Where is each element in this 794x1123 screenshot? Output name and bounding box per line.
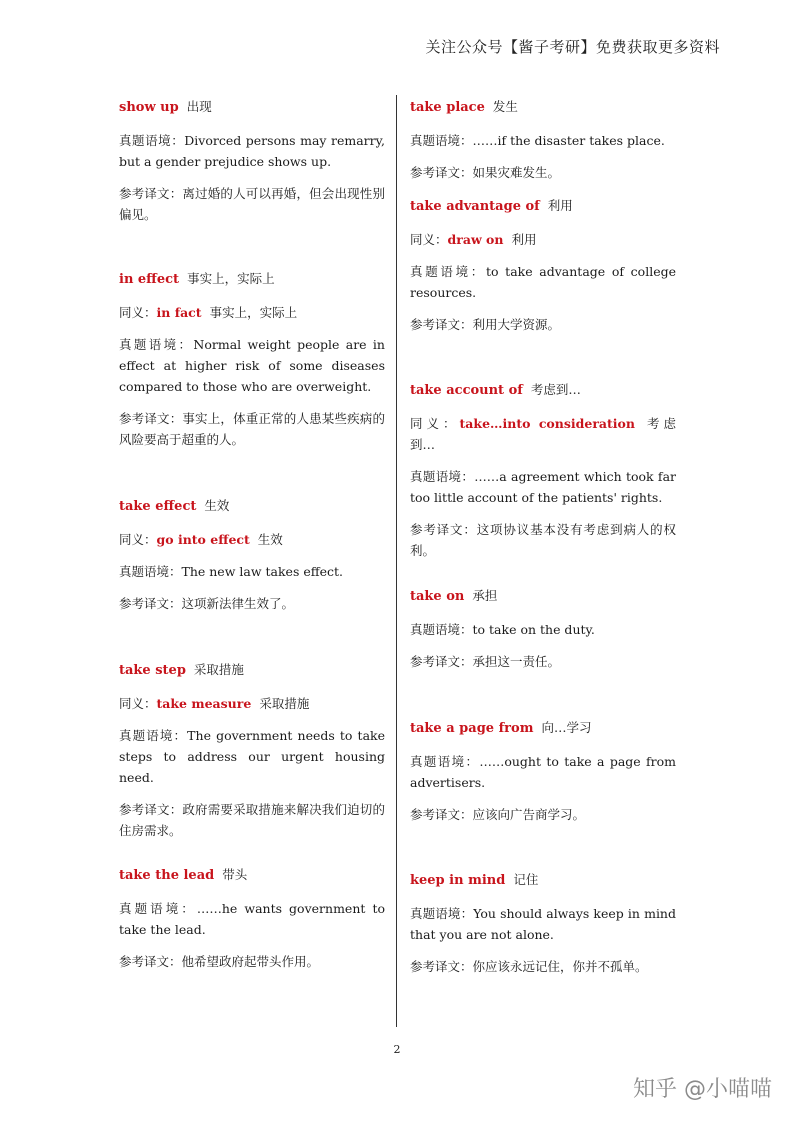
- entry-context: 真题语境：You should always keep in mind that you are not alone.: [410, 906, 676, 942]
- vocab-entry: [410, 195, 676, 346]
- vocab-entry: [410, 585, 676, 683]
- vocab-entry: [119, 268, 385, 461]
- synonym-meaning: 采取措施: [259, 696, 310, 711]
- vocab-entry: [410, 379, 676, 572]
- entry-context: 真题语境：to take on the duty.: [410, 622, 595, 637]
- entry-synonym: take measure: [156, 696, 252, 711]
- page-number: 2: [393, 1043, 401, 1056]
- entry-synonym: draw on: [447, 232, 504, 247]
- entry-context: 真题语境：……ought to take a page from advertisers.: [410, 754, 676, 790]
- page-header: 关注公众号【酱子考研】免费获取更多资料: [425, 38, 720, 56]
- entry-meaning: 生效: [204, 498, 230, 513]
- entry-term: take advantage of: [410, 199, 540, 214]
- vocab-entry: [410, 96, 676, 194]
- entry-meaning: 采取措施: [193, 662, 244, 677]
- column-divider: [396, 95, 397, 1027]
- entry-term: take on: [410, 589, 465, 604]
- entry-translation: 参考译文：政府需要采取措施来解决我们迫切的住房需求。: [119, 802, 385, 838]
- entry-synonym: go into effect: [156, 532, 250, 547]
- entry-meaning: 利用: [547, 198, 573, 213]
- entry-synonym: in fact: [156, 305, 202, 320]
- entry-term: take the lead: [119, 868, 215, 883]
- synonym-label: 同义：: [119, 532, 157, 547]
- entry-term: keep in mind: [410, 873, 506, 888]
- entry-translation: 参考译文：应该向广告商学习。: [410, 807, 586, 822]
- synonym-label: 同义：: [410, 416, 460, 431]
- entry-translation: 参考译文：你应该永远记住，你并不孤单。: [410, 959, 648, 974]
- entry-term: take a page from: [410, 721, 534, 736]
- entry-term: take place: [410, 100, 485, 115]
- synonym-meaning: 事实上，实际上: [209, 305, 298, 320]
- entry-translation: 参考译文：这项新法律生效了。: [119, 596, 295, 611]
- entry-meaning: 记住: [513, 872, 539, 887]
- synonym-meaning: 生效: [257, 532, 283, 547]
- vocab-entry: [410, 869, 676, 988]
- entry-context: 真题语境：……he wants government to take the lead.: [119, 901, 385, 937]
- entry-context: 真题语境：The government needs to take steps to address our urgent housing need.: [119, 728, 385, 785]
- entry-meaning: 发生: [492, 99, 518, 114]
- entry-translation: 参考译文：离过婚的人可以再婚，但会出现性别偏见。: [119, 186, 385, 222]
- entry-context: 真题语境：to take advantage of college resources.: [410, 264, 676, 300]
- entry-context: 真题语境：Divorced persons may remarry, but a gender prejudice shows up.: [119, 133, 385, 169]
- entry-meaning: 考虑到…: [530, 382, 581, 397]
- vocab-entry: [119, 864, 385, 983]
- vocab-entry: [119, 96, 385, 236]
- entry-context: 真题语境：……a agreement which took far too little account of the patients' rights.: [410, 469, 676, 505]
- entry-term: take step: [119, 663, 186, 678]
- vocab-entry: [410, 717, 676, 836]
- synonym-meaning: 利用: [511, 232, 537, 247]
- entry-translation: 参考译文：事实上，体重正常的人患某些疾病的风险要高于超重的人。: [119, 411, 385, 447]
- entry-meaning: 事实上，实际上: [187, 271, 275, 286]
- entry-translation: 参考译文：利用大学资源。: [410, 317, 561, 332]
- entry-context: 真题语境：……if the disaster takes place.: [410, 133, 665, 148]
- vocab-entry: [119, 495, 385, 625]
- entry-synonym: take…into consideration: [459, 416, 635, 431]
- entry-context: 真题语境：Normal weight people are in effect at higher risk of some diseases compared to those who are overweight.: [119, 337, 385, 394]
- entry-translation: 参考译文：承担这一责任。: [410, 654, 561, 669]
- entry-term: take effect: [119, 499, 197, 514]
- vocab-entry: [119, 659, 385, 852]
- watermark: 知乎 @小喵喵: [633, 1077, 772, 1102]
- entry-term: show up: [119, 100, 179, 115]
- entry-term: in effect: [119, 272, 180, 287]
- entry-meaning: 带头: [222, 867, 248, 882]
- entry-meaning: 向…学习: [541, 720, 592, 735]
- entry-context: 真题语境：The new law takes effect.: [119, 564, 344, 579]
- entry-translation: 参考译文：如果灾难发生。: [410, 165, 561, 180]
- entry-term: take account of: [410, 383, 523, 398]
- synonym-label: 同义：: [119, 305, 157, 320]
- entry-meaning: 承担: [472, 588, 498, 603]
- synonym-label: 同义：: [119, 696, 157, 711]
- entry-meaning: 出现: [186, 99, 212, 114]
- synonym-meaning: 考虑到…: [410, 416, 676, 452]
- entry-translation: 参考译文：他希望政府起带头作用。: [119, 954, 320, 969]
- synonym-label: 同义：: [410, 232, 448, 247]
- entry-translation: 参考译文：这项协议基本没有考虑到病人的权利。: [410, 522, 676, 558]
